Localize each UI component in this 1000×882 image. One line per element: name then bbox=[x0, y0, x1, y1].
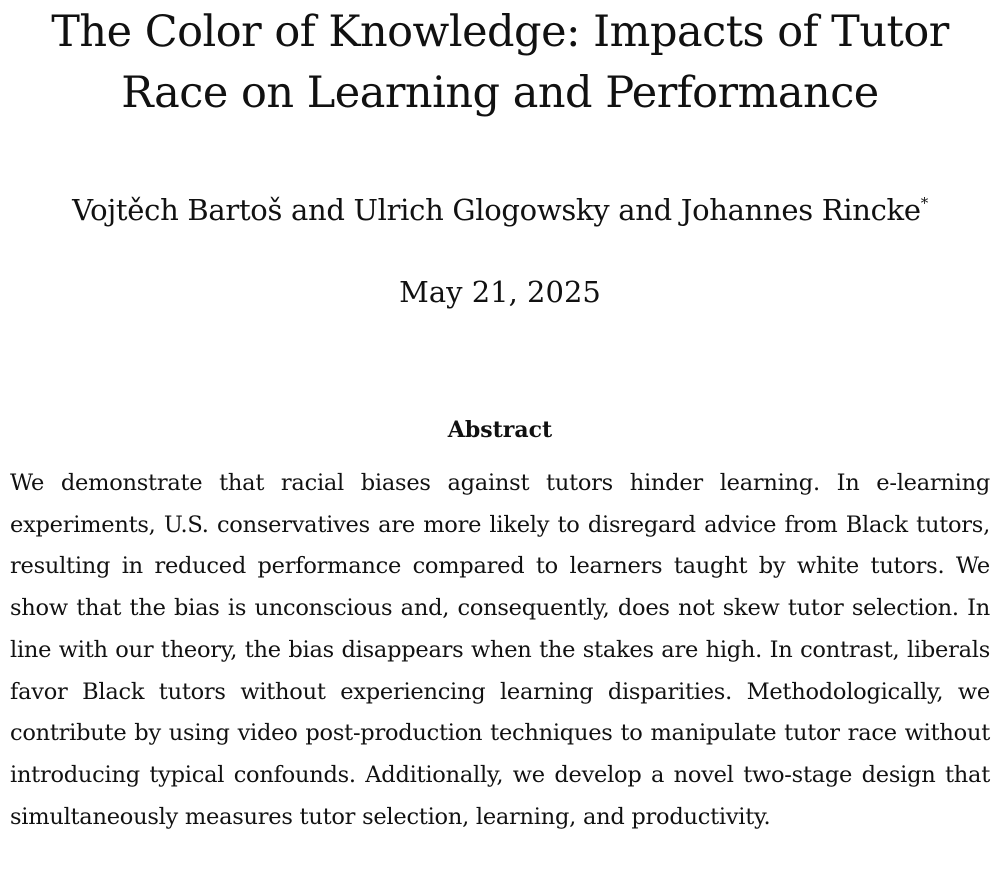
paper-title bbox=[0, 2, 1000, 124]
title-line-2: Race on Learning and Performance bbox=[121, 68, 879, 118]
author-footnote-mark[interactable]: * bbox=[920, 194, 928, 212]
publication-date: May 21, 2025 bbox=[399, 275, 601, 309]
author-list bbox=[0, 190, 1000, 230]
title-line-1: The Color of Knowledge: Impacts of Tutor bbox=[51, 7, 949, 57]
authors-text: Vojtěch Bartoš and Ulrich Glogowsky and Johannes Rincke bbox=[72, 193, 921, 227]
abstract-text: We demonstrate that racial biases against tutors hinder learning. In e-learning experiments, U.S. conservatives are more likely to disregard advice from Black tutors, resulting in reduced performance compared to learners taught by white tutors. We show that the bias is unconscious and, consequently, does not skew tutor selection. In line with our theory, the bias disappears when the stakes are high. In contrast, liberals favor Black tutors without experiencing learning disparities. Methodologically, we contribute by using video post-production techniques to manipulate tutor race without introducing typical confounds. Additionally, we develop a novel two-stage design that simultaneously measures tutor selection, learning, and productivity. bbox=[10, 470, 990, 830]
abstract-heading: Abstract bbox=[447, 417, 553, 443]
